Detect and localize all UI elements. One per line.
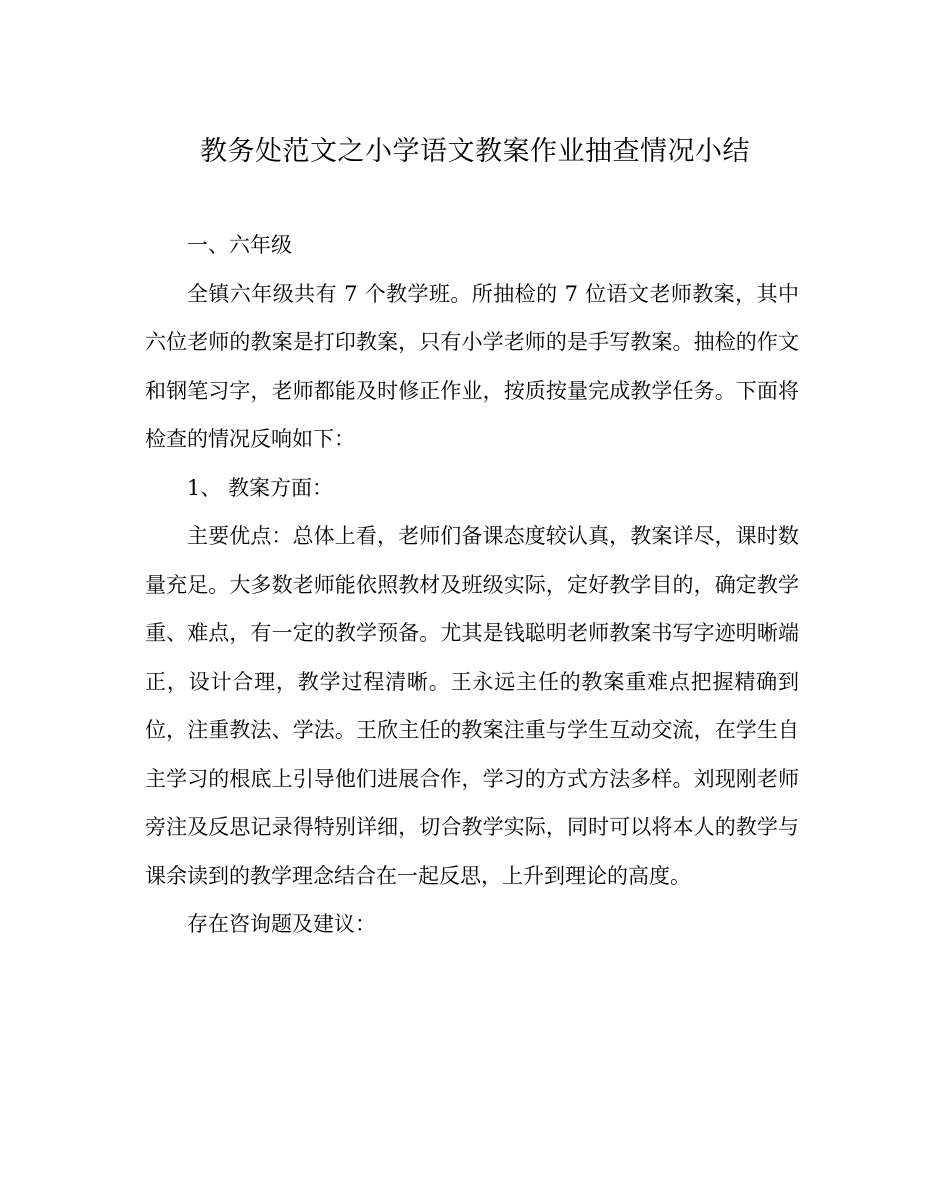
subsection-heading-problems: 存在咨询题及建议： — [187, 912, 376, 936]
document-title: 教务处范文之小学语文教案作业抽查情况小结 — [200, 136, 750, 167]
paragraph-strengths: 主要优点：总体上看，老师们备课态度较认真，教案详尽，课时数量充足。大多数老师能依照教材及班级实际，定好教学目的，确定教学重、难点，有一定的教学预备。尤其是钱聪明老师教案书写字迹明晰端正，设计合理，教学过程清晰。王永远主任的教案重难点把握精确到位，注重教法、学法。王欣主任的教案注重与学生互动交流，在学生自主学习的根底上引导他们进展合作，学习的方式方法多样。刘现刚老师旁注及反思记录得特别详细，切合教学实际，同时可以将本人的教学与课余读到的教学理念结合在一起反思，上升到理论的高度。 — [145, 524, 799, 888]
subsection-heading-lesson-plans: 1、 教案方面： — [187, 475, 334, 500]
paragraph-overview: 全镇六年级共有 7 个教学班。所抽检的 7 位语文老师教案，其中六位老师的教案是打印教案，只有小学老师的是手写教案。抽检的作文和钢笔习字，老师都能及时修正作业，按质按量完成教学任务。下面将检查的情况反响如下： — [145, 281, 799, 451]
document-body — [145, 221, 799, 949]
section-heading-grade-six: 一、六年级 — [187, 233, 292, 257]
